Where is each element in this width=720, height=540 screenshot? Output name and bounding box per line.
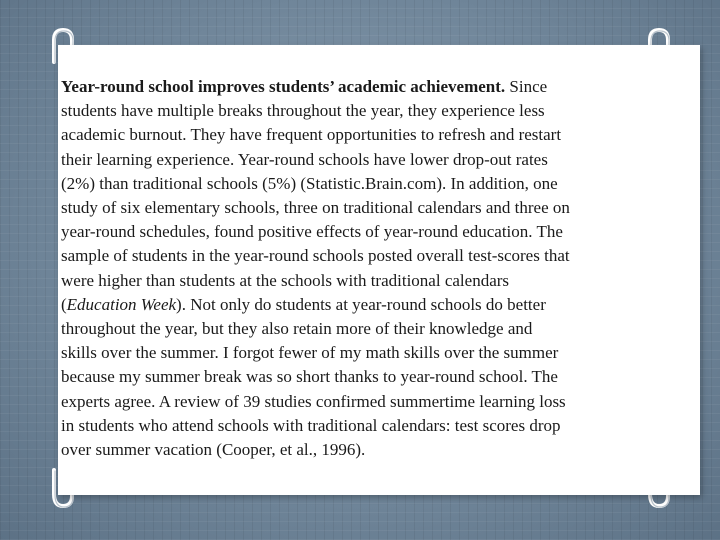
slide-card [58,45,700,495]
text-line: study of six elementary schools, three on traditional calendars and three on [61,198,570,218]
citation-italic: Education Week [66,294,177,314]
text-line: in students who attend schools with traditional calendars: test scores drop [61,415,561,435]
text-line: students have multiple breaks throughout the year, they experience less [61,101,545,121]
text-line: sample of students in the year-round schools posted overall test-scores that [61,246,570,266]
text-line: year-round schedules, found positive effects of year-round education. The [61,222,563,242]
text-fragment: ( [61,294,67,314]
text-line: over summer vacation (Cooper, et al., 1996). [61,440,366,460]
text-fragment: Since [505,77,548,96]
text-line: throughout the year, but they also retain more of their knowledge and [61,319,533,339]
text-fragment: ). Not only do students at year-round schools do better [176,294,546,314]
text-line: were higher than students at the schools with traditional calendars [61,270,510,290]
text-line [61,75,663,99]
text-line: skills over the summer. I forgot fewer of my math skills over the summer [61,343,559,363]
text-line: (2%) than traditional schools (5%) (Statistic.Brain.com). In addition, one [61,173,558,193]
text-line: because my summer break was so short thanks to year-round school. The [61,367,558,387]
text-line: experts agree. A review of 39 studies confirmed summertime learning loss [61,391,566,411]
lead-bold-sentence: Year-round school improves students’ academic achievement. [61,77,506,96]
text-line: academic burnout. They have frequent opportunities to refresh and restart [61,125,562,145]
slide-body-text [61,75,663,462]
text-line: their learning experience. Year-round schools have lower drop-out rates [61,149,548,169]
text-line [61,293,663,317]
